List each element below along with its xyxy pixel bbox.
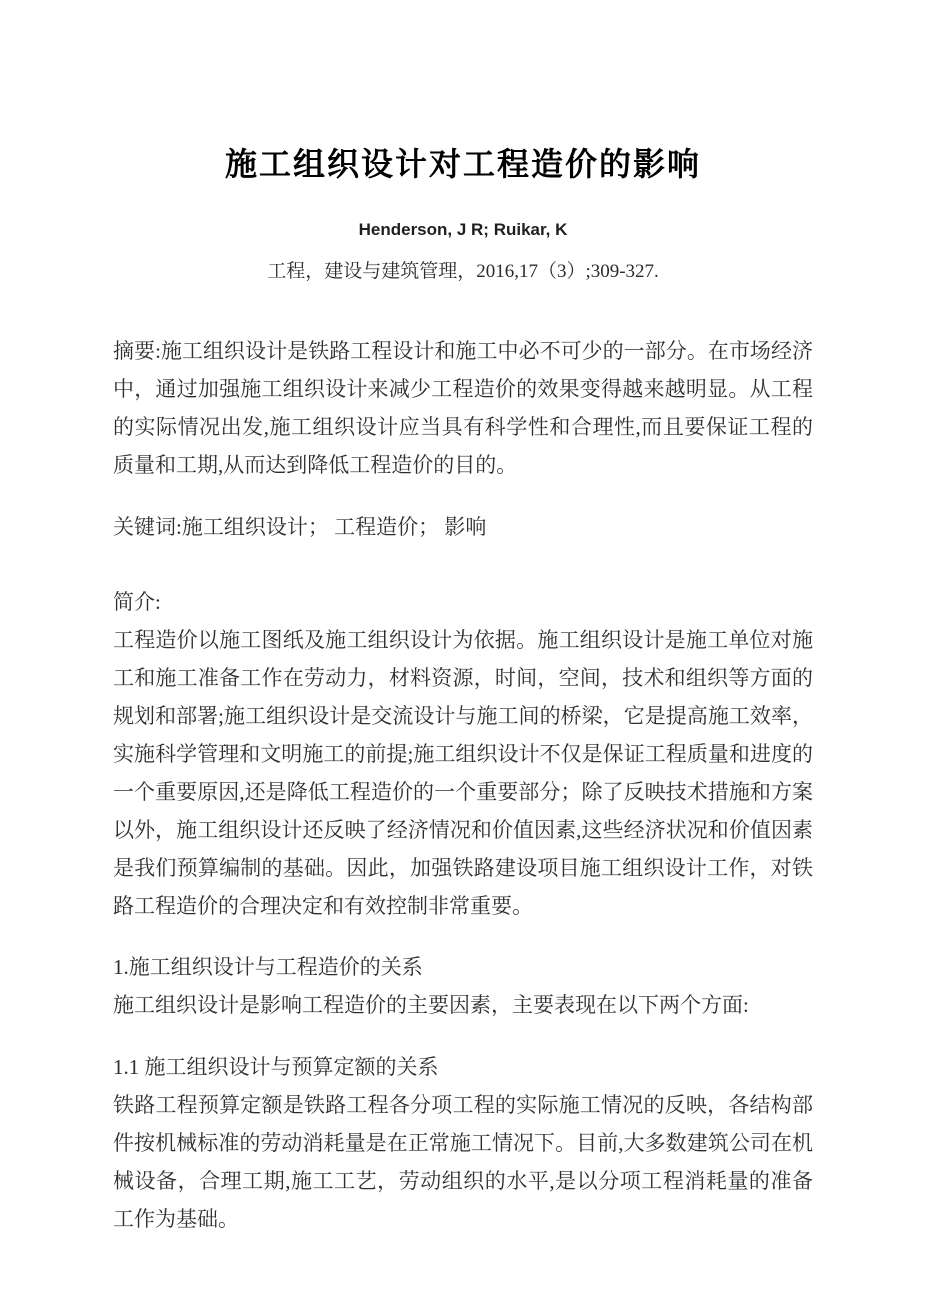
section-1-1-heading: 1.1 施工组织设计与预算定额的关系: [113, 1055, 439, 1079]
paper-source: 工程，建设与建筑管理，2016,17（3）;309-327.: [267, 261, 659, 282]
paper-title: 施工组织设计对工程造价的影响: [224, 146, 701, 182]
intro-paragraph: 工程造价以施工图纸及施工组织设计为依据。施工组织设计是施工单位对施工和施工准备工作在劳动力，材料资源，时间，空间，技术和组织等方面的规划和部署;施工组织设计是交流设计与施工间的桥梁，它是提高施工效率，实施科学管理和文明施工的前提;施工组织设计不仅是保证工程质量和进度的一个重要原因,还是降低工程造价的一个重要部分；除了反映技术措施和方案以外，施工组织设计还反映了经济情况和价值因素,这些经济状况和价值因素是我们预算编制的基础。因此，加强铁路建设项目施工组织设计工作，对铁路工程造价的合理决定和有效控制非常重要。: [113, 628, 813, 918]
section-1-body: 施工组织设计是影响工程造价的主要因素，主要表现在以下两个方面:: [113, 993, 749, 1017]
intro-label: 简介:: [113, 590, 161, 614]
section-1-1-body: 铁路工程预算定额是铁路工程各分项工程的实际施工情况的反映，各结构部件按机械标准的劳动消耗量是在正常施工情况下。目前,大多数建筑公司在机械设备，合理工期,施工工艺，劳动组织的水平,是以分项工程消耗量的准备工作为基础。: [113, 1093, 813, 1231]
abstract-paragraph: 摘要:施工组织设计是铁路工程设计和施工中必不可少的一部分。在市场经济中，通过加强施工组织设计来减少工程造价的效果变得越来越明显。从工程的实际情况出发,施工组织设计应当具有科学性和合理性,而且要保证工程的质量和工期,从而达到降低工程造价的目的。: [113, 339, 813, 477]
introduction-section: [113, 583, 813, 925]
section-1-heading: 1.施工组织设计与工程造价的关系: [113, 955, 423, 979]
section-1: [113, 948, 813, 1024]
section-1-1: [113, 1048, 813, 1238]
keywords-line: 关键词:施工组织设计； 工程造价； 影响: [113, 515, 487, 539]
paper-authors: Henderson, J R; Ruikar, K: [358, 220, 568, 239]
